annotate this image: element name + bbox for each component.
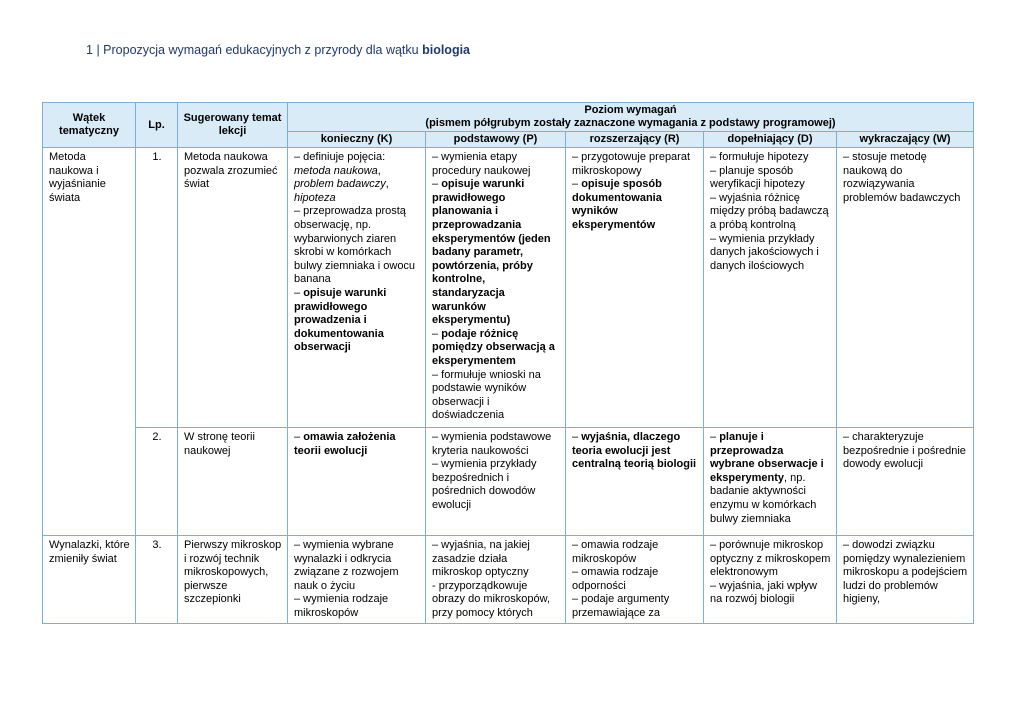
cell-wykraczajacy [837, 148, 974, 428]
req-dash: – [572, 431, 582, 443]
req-item: – podaje argumenty przemawiające za [572, 593, 670, 619]
cell-rozszerzajacy [566, 536, 704, 624]
header-poziom [288, 103, 974, 132]
header-poziom-subtitle: (pismem półgrubym zostały zaznaczone wymagania z podstawy programowej) [425, 117, 836, 129]
cell-wykraczajacy [837, 428, 974, 536]
req-punct: , [377, 164, 381, 177]
req-item-core: opisuje warunki prawidłowego planowania i przeprowadzania eksperymentów (jeden badany parametr, powtórzenia, próby kontrolne, standaryzacja warunków eksperymentu) [432, 178, 551, 327]
req-item-core: opisuje warunki prawidłowego prowadzenia i dokumentowania obserwacji [294, 286, 387, 354]
cell-podstawowy [426, 536, 566, 624]
header-separator: | [96, 43, 100, 57]
req-dash: – [572, 178, 582, 191]
document-title: Propozycja wymagań edukacyjnych z przyrody dla wątku [103, 43, 419, 57]
req-dash: – [432, 178, 442, 191]
req-dash: – [432, 327, 442, 340]
req-item-core: wyjaśnia, dlaczego teoria ewolucji jest centralną teorią biologii [572, 431, 697, 471]
cell-wykraczajacy [837, 536, 974, 624]
cell-watek: Metoda naukowa i wyjaśnianie świata [43, 148, 136, 536]
document-title-subject: biologia [422, 43, 471, 57]
cell-dopelniajacy [704, 148, 837, 428]
cell-podstawowy [426, 148, 566, 428]
header-poziom-title: Poziom wymagań [584, 104, 677, 116]
req-item: , np. badanie aktywności enzymu w komórkach bulwy ziemniaka [710, 471, 817, 525]
req-item: – wymienia przykłady bezpośrednich i pośrednich dowodów ewolucji [432, 458, 537, 511]
table-row [43, 428, 974, 536]
page-header [86, 43, 470, 57]
req-dash: – [710, 431, 720, 443]
req-item: - przyporządkowuje obrazy do mikroskopów, przy pomocy których [432, 579, 550, 619]
cell-rozszerzajacy [566, 428, 704, 536]
req-punct: , [385, 178, 389, 191]
header-level-p: podstawowy (P) [426, 132, 566, 148]
req-item: – wyjaśnia, na jakiej zasadzie działa mikroskop optyczny [432, 539, 530, 579]
req-item: – wyjaśnia, jaki wpływ na rozwój biologii [710, 579, 817, 606]
cell-lp: 1. [136, 148, 178, 428]
req-item: – formułuje hipotezy [710, 151, 809, 163]
req-item: – wymienia wybrane wynalazki i odkrycia związane z rozwojem nauk o życiu [294, 539, 399, 592]
req-term: metoda naukowa [294, 164, 378, 177]
header-level-d: dopełniający (D) [704, 132, 837, 148]
req-item: – przygotowuje preparat mikroskopowy [572, 151, 691, 177]
req-term: hipoteza [294, 191, 336, 204]
header-temat: Sugerowany temat lekcji [178, 103, 288, 148]
cell-dopelniajacy [704, 428, 837, 536]
cell-watek: Wynalazki, które zmieniły świat [43, 536, 136, 624]
req-item: – stosuje metodę naukową do rozwiązywania problemów badawczych [843, 151, 961, 204]
header-level-r: rozszerzający (R) [566, 132, 704, 148]
header-lp: Lp. [136, 103, 178, 148]
req-item: – formułuje wnioski na podstawie wyników obserwacji i doświadczenia [432, 368, 541, 422]
req-item: – wyjaśnia różnicę między próbą badawczą a próbą kontrolną [710, 191, 829, 231]
cell-temat: Metoda naukowa pozwala zrozumieć świat [178, 148, 288, 428]
cell-konieczny [288, 148, 426, 428]
cell-lp: 3. [136, 536, 178, 624]
req-item: – porównuje mikroskop optyczny z mikroskopem elektronowym [710, 539, 831, 579]
req-item: – wymienia podstawowe kryteria naukowości [432, 431, 552, 457]
req-item: – omawia rodzaje odporności [572, 566, 659, 592]
req-item: – omawia rodzaje mikroskopów [572, 539, 659, 565]
table-row [43, 536, 974, 624]
cell-lp: 2. [136, 428, 178, 536]
req-item: – definiuje pojęcia: [294, 151, 386, 163]
req-item: – charakteryzuje bezpośrednie i pośrednie dowody ewolucji [843, 431, 966, 471]
req-item: – planuje sposób weryfikacji hipotezy [710, 164, 805, 191]
cell-rozszerzajacy [566, 148, 704, 428]
table-row [43, 148, 974, 428]
req-item-core: opisuje sposób dokumentowania wyników eksperymentów [572, 178, 662, 231]
req-dash: – [294, 286, 304, 299]
requirements-table [42, 102, 974, 624]
req-item: – wymienia przykłady danych jakościowych i danych ilościowych [710, 232, 819, 272]
req-item-core: planuje i przeprowadza wybrane obserwacje i eksperymenty [710, 431, 824, 484]
cell-konieczny [288, 428, 426, 536]
page-number: 1 [86, 43, 93, 57]
header-watek: Wątek tematyczny [43, 103, 136, 148]
cell-temat: W stronę teorii naukowej [178, 428, 288, 536]
req-item: – przeprowadza prostą obserwację, np. wybarwionych ziaren skrobi w komórkach bulwy ziemniaka i owocu banana [294, 205, 416, 286]
req-item: – wymienia rodzaje mikroskopów [294, 593, 389, 619]
cell-konieczny [288, 536, 426, 624]
req-term: problem badawczy [294, 178, 386, 191]
cell-dopelniajacy [704, 536, 837, 624]
req-item: – dowodzi związku pomiędzy wynalezieniem mikroskopu a podejściem ludzi do problemów higieny, [843, 539, 968, 606]
header-level-w: wykraczający (W) [837, 132, 974, 148]
cell-temat: Pierwszy mikroskop i rozwój technik mikroskopowych, pierwsze szczepionki [178, 536, 288, 624]
req-item-core: omawia założenia teorii ewolucji [294, 431, 396, 457]
header-level-k: konieczny (K) [288, 132, 426, 148]
req-dash: – [294, 431, 304, 443]
req-item: – wymienia etapy procedury naukowej [432, 151, 531, 177]
cell-podstawowy [426, 428, 566, 536]
req-item-core: podaje różnicę pomiędzy obserwacją a eksperymentem [432, 327, 555, 367]
